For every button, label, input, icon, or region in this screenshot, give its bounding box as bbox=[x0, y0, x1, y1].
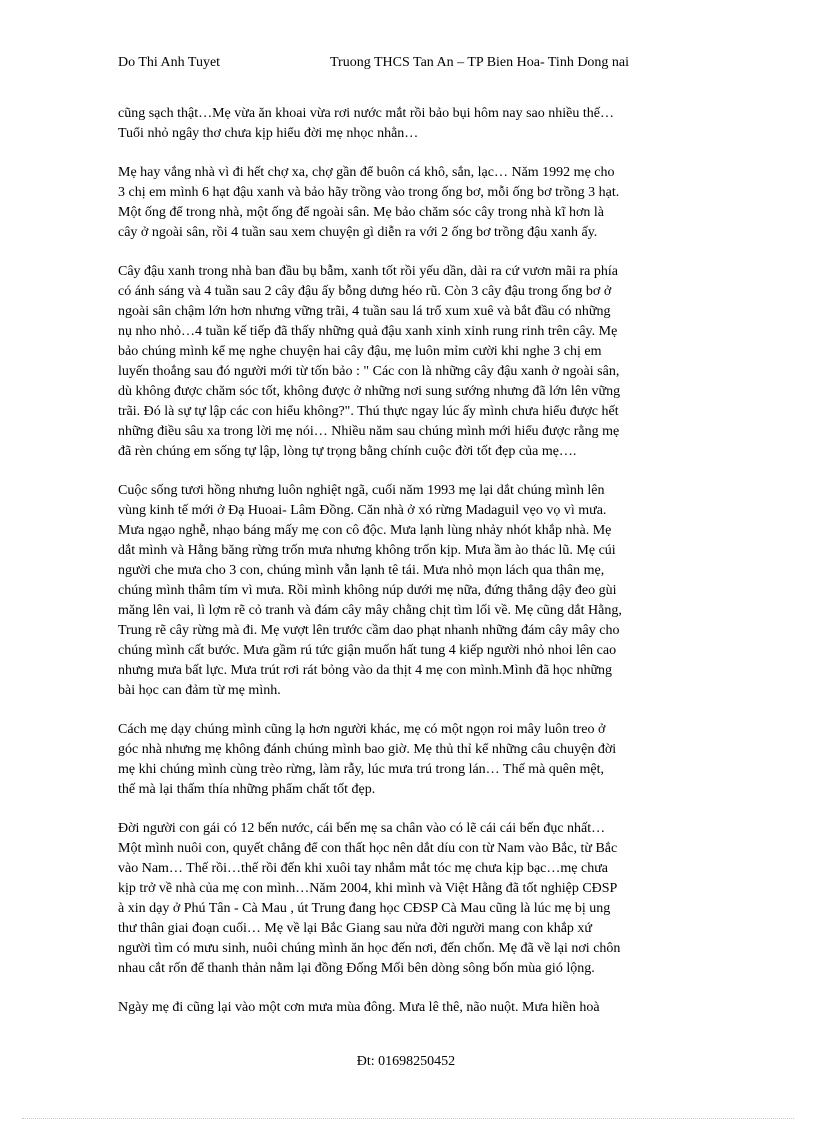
document-body bbox=[118, 104, 698, 1037]
text-line: ngoài sân chậm lớn hơn nhưng vững trãi, 4 tuần sau lá trổ xum xuê và bắt đầu có những bbox=[118, 304, 611, 319]
page-footer bbox=[0, 1052, 816, 1072]
text-line: cây ở ngoài sân, rồi 4 tuần sau xem chuyện gì diễn ra với 2 ống bơ trồng đậu xanh ấy. bbox=[118, 225, 598, 240]
text-line: thư thân giai đoạn cuối… Mẹ về lại Bắc Giang sau nửa đời người mang con khắp xứ bbox=[118, 921, 592, 936]
text-line: Một mình nuôi con, quyết chẳng để con thất học nên dắt díu con từ Nam vào Bắc, từ Bắc bbox=[118, 841, 618, 856]
text-line: đã rèn chúng em sống tự lập, lòng tự trọng bằng chính cuộc đời tốt đẹp của mẹ…. bbox=[118, 444, 577, 459]
text-line: chúng mình thâm tím vì mưa. Rồi mình không núp dưới mẹ nữa, đứng thẳng dậy đeo gùi bbox=[118, 583, 617, 598]
text-line: cũng sạch thật…Mẹ vừa ăn khoai vừa rơi nước mắt rồi bảo bụi hôm nay sao nhiều thế… bbox=[118, 106, 614, 121]
text-line: Mưa ngạo nghễ, nhạo báng mấy mẹ con cô độc. Mưa lạnh lùng nhảy nhót khắp nhà. Mẹ bbox=[118, 523, 612, 538]
paragraph-5 bbox=[118, 720, 698, 800]
text-line: chúng mình cất bước. Mưa gầm rú tức giận muốn hất tung 4 kiếp người nhỏ nhoi lên cao bbox=[118, 643, 617, 658]
page-bottom-edge bbox=[22, 1118, 794, 1119]
text-line: nhưng mưa bất lực. Mưa trút rơi rát bỏng vào da thịt 4 mẹ con mình.Mình đã học những bbox=[118, 663, 613, 678]
text-line: Cách mẹ dạy chúng mình cũng lạ hơn người khác, mẹ có một ngọn roi mây luôn treo ở bbox=[118, 722, 606, 737]
text-line: Mẹ hay vắng nhà vì đi hết chợ xa, chợ gần để buôn cá khô, sắn, lạc… Năm 1992 mẹ cho bbox=[118, 165, 615, 180]
text-line: người che mưa cho 3 con, chúng mình vẫn lạnh tê tái. Mưa nhỏ mọn lách qua thân mẹ, bbox=[118, 563, 605, 578]
text-line: vào Nam… Thế rồi…thế rồi đến khi xuôi tay nhắm mắt tóc mẹ chưa kịp bạc…mẹ chưa bbox=[118, 861, 608, 876]
footer-phone: Đt: 01698250452 bbox=[356, 1054, 456, 1069]
text-line: Trung rẽ cây rừng mà đi. Mẹ vượt lên trước cầm dao phạt nhanh những đám cây mây cho bbox=[118, 623, 620, 638]
text-line: à xin dạy ở Phú Tân - Cà Mau , út Trung đang học CĐSP Cà Mau cũng là lúc mẹ bị ung bbox=[118, 901, 611, 916]
text-line: có ánh sáng và 4 tuần sau 2 cây đậu ấy bỗng dưng héo rũ. Còn 3 cây đậu trong ống bơ ở bbox=[118, 284, 612, 299]
text-line: mẹ khi chúng mình cùng trèo rừng, làm rẫy, lúc mưa trú trong lán… Thế mà quên mệt, bbox=[118, 762, 605, 777]
text-line: Một ống để trong nhà, một ống để ngoài sân. Mẹ bảo chăm sóc cây trong nhà kĩ hơn là bbox=[118, 205, 605, 220]
text-line: dắt mình và Hằng băng rừng trốn mưa nhưng không trốn kịp. Mưa ầm ào thác lũ. Mẹ cúi bbox=[118, 543, 616, 558]
text-line: bài học can đảm từ mẹ mình. bbox=[118, 683, 281, 698]
text-line: nhau cắt rốn để thanh thản nằm lại đồng Đống Mối bên dòng sông bốn mùa gió lộng. bbox=[118, 961, 595, 976]
text-line: Đời người con gái có 12 bến nước, cái bến mẹ sa chân vào có lẽ cái cái bến đục nhất… bbox=[118, 821, 606, 836]
text-line: kịp trở về nhà của mẹ con mình…Năm 2004, khi mình và Việt Hằng đã tốt nghiệp CĐSP bbox=[118, 881, 618, 896]
text-line: góc nhà nhưng mẹ không đánh chúng mình bao giờ. Mẹ thủ thỉ kể những câu chuyện đời bbox=[118, 742, 617, 757]
paragraph-4 bbox=[118, 481, 698, 701]
text-line: bảo chúng mình kể mẹ nghe chuyện hai cây đậu, mẹ luôn mỉm cười khi nghe 3 chị em bbox=[118, 344, 602, 359]
text-line: người tìm có mưu sinh, nuôi chúng mình ăn học đến nơi, đến chốn. Mẹ đã về lại nơi chôn bbox=[118, 941, 621, 956]
text-line: Tuổi nhỏ ngây thơ chưa kịp hiểu đời mẹ nhọc nhằn… bbox=[118, 126, 419, 141]
header-school: Truong THCS Tan An – TP Bien Hoa- Tinh Dong nai bbox=[330, 55, 630, 70]
paragraph-2 bbox=[118, 163, 698, 243]
paragraph-3 bbox=[118, 262, 698, 462]
text-line: Cây đậu xanh trong nhà ban đầu bụ bẫm, xanh tốt rồi yếu dần, dài ra cứ vươn mãi ra phía bbox=[118, 264, 618, 279]
paragraph-7 bbox=[118, 998, 698, 1018]
text-line: Ngày mẹ đi cũng lại vào một cơn mưa mùa đông. Mưa lê thê, não nuột. Mưa hiền hoà bbox=[118, 1000, 600, 1015]
text-line: nụ nho nhỏ…4 tuần kế tiếp đã thấy những quả đậu xanh xinh xinh rung rinh trên cây. Mẹ bbox=[118, 324, 618, 339]
text-line: măng lên vai, lì lợm rẽ cỏ tranh và đám cây mây chằng chịt tìm lối về. Mẹ cũng dắt Hằng, bbox=[118, 603, 622, 618]
text-line: những điều sâu xa trong lời mẹ nói… Nhiều năm sau chúng mình mới hiểu được rằng mẹ bbox=[118, 424, 620, 439]
page-header bbox=[118, 53, 698, 73]
text-line: luyến thoắng sau đó người mới từ tốn bảo : " Các con là những cây đậu xanh ở ngoài sân, bbox=[118, 364, 620, 379]
header-author: Do Thi Anh Tuyet bbox=[118, 55, 221, 70]
text-line: thế mà lại thấm thía những phẩm chất tốt đẹp. bbox=[118, 782, 376, 797]
text-line: dù không được chăm sóc tốt, không được ở những nơi sung sướng nhưng đã lớn lên vững bbox=[118, 384, 621, 399]
text-line: trãi. Đó là sự tự lập các con hiểu không?". Thú thực ngay lúc ấy mình chưa hiểu được hết bbox=[118, 404, 619, 419]
paragraph-1 bbox=[118, 104, 698, 144]
text-line: 3 chị em mình 6 hạt đậu xanh và bảo hãy trồng vào trong ống bơ, mỗi ống bơ trồng 3 hạt. bbox=[118, 185, 620, 200]
paragraph-6 bbox=[118, 819, 698, 979]
text-line: Cuộc sống tươi hồng nhưng luôn nghiệt ngã, cuối năm 1993 mẹ lại dắt chúng mình lên bbox=[118, 483, 605, 498]
text-line: vùng kinh tế mới ở Đạ Huoai- Lâm Đồng. Căn nhà ở xó rừng Madaguil vẹo vọ vì mưa. bbox=[118, 503, 607, 518]
